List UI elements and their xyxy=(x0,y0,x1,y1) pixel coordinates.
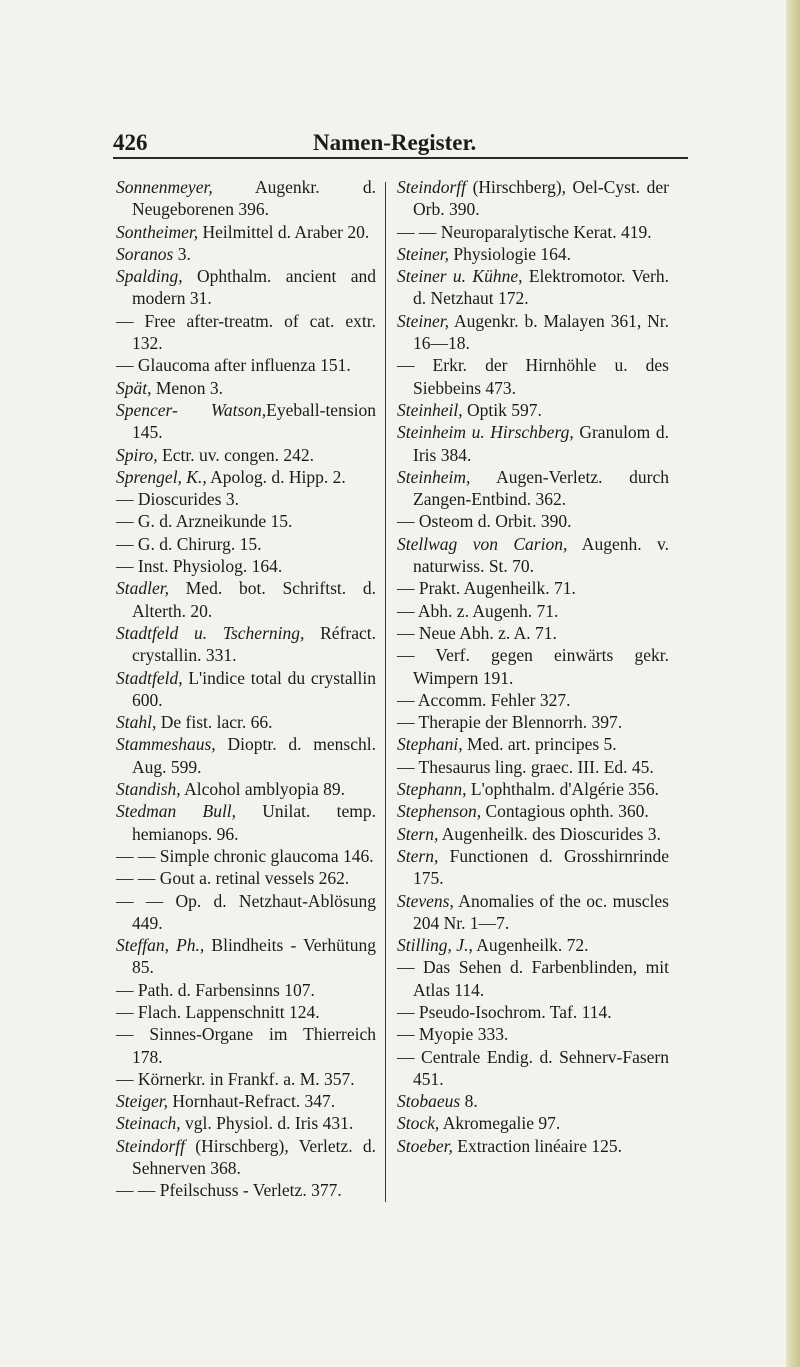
index-entry xyxy=(116,354,376,376)
entry-text: Augenkr. d. Neugeborenen 396. xyxy=(132,177,376,220)
entry-text: Med. art. principes 5. xyxy=(462,734,617,755)
right-column xyxy=(397,176,669,1157)
author-name: Steiner, xyxy=(397,310,450,331)
index-entry xyxy=(116,711,376,733)
index-entry xyxy=(397,1135,669,1157)
entry-text: Ophthalm. ancient and modern 31. xyxy=(132,266,376,309)
entry-text: De fist. lacr. 66. xyxy=(156,712,273,733)
entry-text: Augenkr. b. Malayen 361, Nr. 16—18. xyxy=(413,310,669,354)
index-entry xyxy=(397,934,669,956)
entry-text: Augenh. v. naturwiss. St. 70. xyxy=(413,533,669,577)
index-entry xyxy=(397,176,669,221)
index-entry xyxy=(116,577,376,622)
entry-text: — — Neuroparalytische Kerat. 419. xyxy=(397,221,652,242)
author-name: Steinheim u. Hirschberg, xyxy=(397,422,574,443)
entry-text: 3. xyxy=(173,243,191,264)
index-entry xyxy=(397,845,669,890)
entry-text: — G. d. Arzneikunde 15. xyxy=(116,511,293,532)
author-name: Spalding, xyxy=(116,266,183,287)
entry-text: Blindheits - Verhütung 85. xyxy=(132,935,377,978)
author-name: Stevens, xyxy=(397,890,454,911)
index-entry xyxy=(397,421,669,466)
index-entry xyxy=(116,377,376,399)
index-entry xyxy=(116,1068,376,1090)
entry-text: Eyeball-tension 145. xyxy=(132,399,376,443)
author-name: Steiner, xyxy=(397,243,450,264)
author-name: Stern, xyxy=(397,823,439,844)
entry-text: Hornhaut-Refract. 347. xyxy=(168,1091,336,1112)
index-entry xyxy=(397,533,669,578)
author-name: Stephenson, xyxy=(397,801,482,822)
index-entry xyxy=(116,1112,376,1134)
index-entry xyxy=(397,622,669,644)
entry-text: — Inst. Physiolog. 164. xyxy=(116,556,283,577)
entry-text: — — Gout a. retinal vessels 262. xyxy=(116,868,350,889)
index-entry xyxy=(116,733,376,778)
page-edge xyxy=(786,0,800,1367)
index-entry xyxy=(116,867,376,889)
author-name: Stadtfeld, xyxy=(116,667,183,688)
index-entry xyxy=(116,1179,376,1201)
index-entry xyxy=(397,1046,669,1091)
index-entry xyxy=(397,466,669,511)
index-entry xyxy=(397,265,669,310)
index-entry xyxy=(116,176,376,221)
index-entry xyxy=(116,510,376,532)
entry-text: — Therapie der Blennorrh. 397. xyxy=(397,712,623,733)
entry-text: L'ophthalm. d'Algérie 356. xyxy=(466,779,659,800)
page-title: Namen-Register. xyxy=(313,130,477,155)
entry-text: vgl. Physiol. d. Iris 431. xyxy=(180,1113,354,1134)
index-entry xyxy=(397,600,669,622)
index-entry xyxy=(397,689,669,711)
entry-text: — Körnerkr. in Frankf. a. M. 357. xyxy=(116,1068,355,1089)
entry-text: Unilat. temp. hemianops. 96. xyxy=(132,801,376,844)
index-entry xyxy=(397,733,669,755)
index-entry xyxy=(116,1090,376,1112)
column-divider xyxy=(385,182,386,1202)
entry-text: — — Pfeilschuss - Verletz. 377. xyxy=(116,1180,342,1201)
entry-text: Alcohol amblyopia 89. xyxy=(180,779,345,800)
entry-text: Contagious ophth. 360. xyxy=(481,801,649,822)
author-name: Stock, xyxy=(397,1113,440,1134)
entry-text: — Erkr. der Hirnhöhle u. des Siebbeins 473. xyxy=(397,355,669,398)
author-name: Stahl, xyxy=(116,712,157,733)
entry-text: — Prakt. Augenheilk. 71. xyxy=(397,578,576,599)
author-name: Spät, xyxy=(116,377,152,398)
entry-text: — Abh. z. Augenh. 71. xyxy=(397,600,559,621)
index-entry xyxy=(116,1001,376,1023)
entry-text: Ectr. uv. congen. 242. xyxy=(157,444,314,465)
index-entry xyxy=(116,555,376,577)
author-name: Stammeshaus, xyxy=(116,734,216,755)
author-name: Sonnenmeyer, xyxy=(116,177,213,197)
entry-text: Functionen d. Grosshirnrinde 175. xyxy=(413,845,669,889)
author-name: Sontheimer, xyxy=(116,221,199,242)
index-entry xyxy=(397,823,669,845)
author-name: Stadtfeld u. Tscherning, xyxy=(116,622,305,643)
index-entry xyxy=(397,1001,669,1023)
author-name: Steffan, Ph., xyxy=(116,935,205,956)
entry-text: Optik 597. xyxy=(462,399,542,420)
index-entry xyxy=(116,466,376,488)
entry-text: (Hirschberg), Verletz. d. Sehnerven 368. xyxy=(132,1135,376,1179)
index-entry xyxy=(397,890,669,935)
entry-text: Granulom d. Iris 384. xyxy=(413,422,669,465)
index-entry xyxy=(397,956,669,1001)
entry-text: (Hirschberg), Oel-Cyst. der Orb. 390. xyxy=(413,177,669,220)
author-name: Standish, xyxy=(116,779,181,800)
index-entry xyxy=(397,756,669,778)
entry-text: Med. bot. Schriftst. d. Alterth. 20. xyxy=(132,578,376,621)
index-entry xyxy=(116,667,376,712)
entry-text: — Path. d. Farbensinns 107. xyxy=(116,979,315,1000)
index-entry xyxy=(397,1112,669,1134)
index-entry xyxy=(397,354,669,399)
index-entry xyxy=(116,399,376,444)
page-number: 426 xyxy=(113,130,148,155)
entry-text: Menon 3. xyxy=(151,377,223,398)
entry-text: — Osteom d. Orbit. 390. xyxy=(397,511,572,532)
author-name: Steindorff xyxy=(397,177,467,197)
author-name: Stern, xyxy=(397,845,439,866)
index-entry xyxy=(397,711,669,733)
entry-text: — Thesaurus ling. graec. III. Ed. 45. xyxy=(397,756,654,777)
index-entry xyxy=(116,778,376,800)
index-entry xyxy=(116,1023,376,1068)
entry-text: Physiologie 164. xyxy=(449,243,572,264)
index-entry xyxy=(397,243,669,265)
entry-text: — Free after-treatm. of cat. extr. 132. xyxy=(116,310,376,354)
author-name: Steinach, xyxy=(116,1113,181,1134)
index-entry xyxy=(397,644,669,689)
entry-text: 8. xyxy=(460,1091,478,1112)
index-entry xyxy=(116,934,376,979)
author-name: Stedman Bull, xyxy=(116,801,237,822)
author-name: Stephann, xyxy=(397,779,467,800)
index-entry xyxy=(397,399,669,421)
index-entry xyxy=(116,622,376,667)
entry-text: — Verf. gegen einwärts gekr. Wimpern 191. xyxy=(397,645,669,688)
author-name: Stephani, xyxy=(397,734,463,755)
author-name: Steinheil, xyxy=(397,399,463,420)
entry-text: Anomalies of the oc. muscles 204 Nr. 1—7. xyxy=(413,890,669,933)
entry-text: Augenheilk. des Dioscurides 3. xyxy=(438,823,661,844)
entry-text: — Accomm. Fehler 327. xyxy=(397,689,571,710)
index-entry xyxy=(116,800,376,845)
index-entry xyxy=(116,890,376,935)
index-entry xyxy=(116,488,376,510)
index-entry xyxy=(397,800,669,822)
index-entry xyxy=(116,533,376,555)
author-name: Steiger, xyxy=(116,1091,169,1112)
entry-text: — — Op. d. Netzhaut-Ablösung 449. xyxy=(116,890,376,933)
entry-text: — Flach. Lappenschnitt 124. xyxy=(116,1001,320,1022)
index-entry xyxy=(397,510,669,532)
entry-text: — Centrale Endig. d. Sehnerv-Fasern 451. xyxy=(397,1046,669,1089)
author-name: Spencer- Watson, xyxy=(116,399,267,420)
index-entry xyxy=(116,979,376,1001)
entry-text: Dioptr. d. menschl. Aug. 599. xyxy=(132,734,376,777)
index-entry xyxy=(116,265,376,310)
entry-text: — Dioscurides 3. xyxy=(116,489,239,510)
entry-text: Akromegalie 97. xyxy=(439,1113,561,1134)
index-entry xyxy=(397,1090,669,1112)
index-entry xyxy=(397,577,669,599)
entry-text: — Glaucoma after influenza 151. xyxy=(116,355,351,376)
entry-text: — G. d. Chirurg. 15. xyxy=(116,533,262,554)
index-entry xyxy=(116,243,376,265)
entry-text: Augenheilk. 72. xyxy=(472,935,589,956)
header-rule xyxy=(113,157,688,159)
author-name: Steindorff xyxy=(116,1135,186,1156)
left-column xyxy=(116,176,376,1202)
author-name: Stadler, xyxy=(116,578,169,599)
entry-text: — Das Sehen d. Farbenblinden, mit Atlas 114. xyxy=(397,957,669,1000)
index-entry xyxy=(116,310,376,355)
entry-text: Augen-Verletz. durch Zangen-Entbind. 362. xyxy=(413,466,669,510)
entry-text: L'indice total du crystallin 600. xyxy=(132,667,376,710)
entry-text: Heilmittel d. Araber 20. xyxy=(198,221,370,242)
index-entry xyxy=(116,845,376,867)
entry-text: — Neue Abh. z. A. 71. xyxy=(397,622,557,643)
entry-text: — Pseudo-Isochrom. Taf. 114. xyxy=(397,1001,612,1022)
author-name: Spiro, xyxy=(116,444,158,465)
entry-text: Réfract. crystallin. 331. xyxy=(132,622,376,666)
author-name: Sprengel, K., xyxy=(116,466,207,487)
index-entry xyxy=(397,221,669,243)
index-entry xyxy=(116,221,376,243)
index-entry xyxy=(397,310,669,355)
author-name: Steiner u. Kühne, xyxy=(397,266,523,287)
entry-text: Extraction linéaire 125. xyxy=(452,1135,623,1156)
index-entry xyxy=(116,444,376,466)
author-name: Stobaeus xyxy=(397,1091,461,1112)
index-entry xyxy=(116,1135,376,1180)
author-name: Soranos xyxy=(116,243,174,264)
index-entry xyxy=(397,1023,669,1045)
author-name: Stoeber, xyxy=(397,1135,453,1156)
entry-text: Apolog. d. Hipp. 2. xyxy=(206,466,346,487)
author-name: Stellwag von Carion, xyxy=(397,533,568,554)
author-name: Steinheim, xyxy=(397,466,471,487)
entry-text: — Sinnes-Organe im Thierreich 178. xyxy=(116,1024,376,1067)
author-name: Stilling, J., xyxy=(397,935,473,956)
entry-text: — — Simple chronic glaucoma 146. xyxy=(116,845,374,866)
entry-text: — Myopie 333. xyxy=(397,1024,509,1045)
index-entry xyxy=(397,778,669,800)
entry-text: Elektromotor. Verh. d. Netzhaut 172. xyxy=(413,266,669,309)
